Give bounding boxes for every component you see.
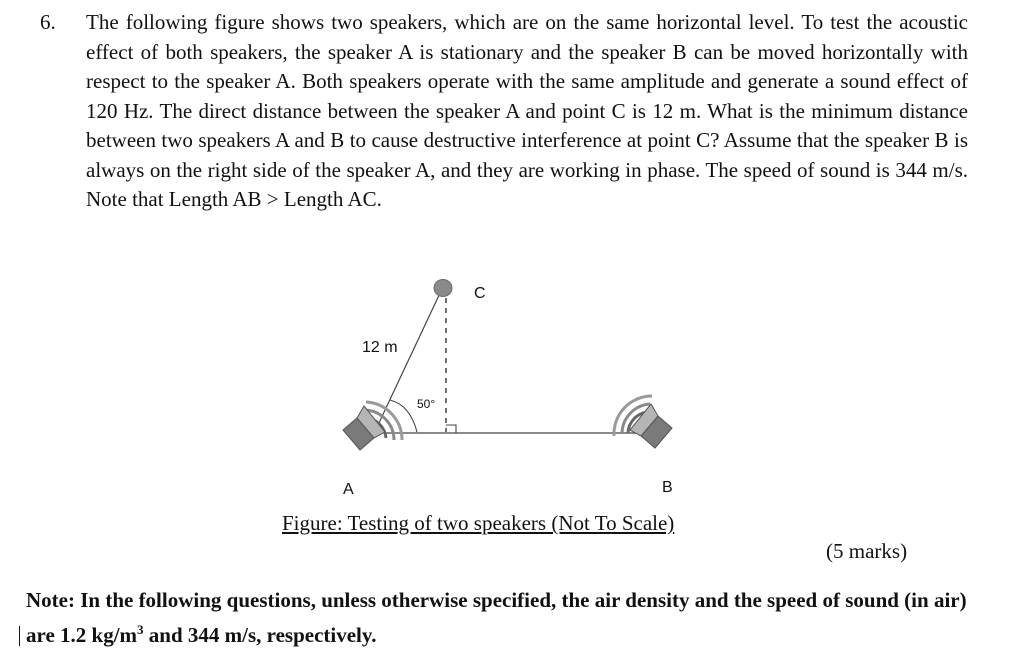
right-angle-marker (446, 425, 456, 433)
distance-label: 12 m (362, 339, 398, 356)
speaker-a-icon (343, 402, 402, 450)
note-tail: and 344 m/s, respectively. (143, 623, 377, 647)
marks-label: (5 marks) (826, 539, 908, 563)
note-superscript: 3 (137, 622, 144, 637)
question-number: 6. (40, 10, 56, 34)
text-cursor (19, 626, 20, 646)
note-paragraph (26, 586, 986, 650)
speaker-b-icon (614, 396, 672, 448)
figure-caption: Figure: Testing of two speakers (Not To Scale) (282, 511, 675, 535)
label-a: A (343, 481, 354, 498)
label-b: B (662, 479, 673, 496)
angle-label: 50° (417, 397, 436, 411)
label-c: C (474, 285, 486, 302)
point-c-marker (434, 280, 452, 297)
note-lead: Note: In the following questions, unless otherwise specified, the air density and the speed of sound (in air) are 1.2 kg/m (26, 588, 967, 647)
question-text: The following figure shows two speakers, which are on the same horizontal level. To test the acoustic effect of both speakers, the speaker A is stationary and the speaker B can be moved horizontally with respect to the speaker A. Both speakers operate with the same amplitude and generate a sound effect of 120 Hz. The direct distance between the speaker A and point C is 12 m. What is the minimum distance between two speakers A and B to cause destructive interference at point C? Assume that the speaker B is always on the right side of the speaker A, and they are working in phase. The speed of sound is 344 m/s. Note that Length AB > Length AC. (86, 10, 968, 211)
